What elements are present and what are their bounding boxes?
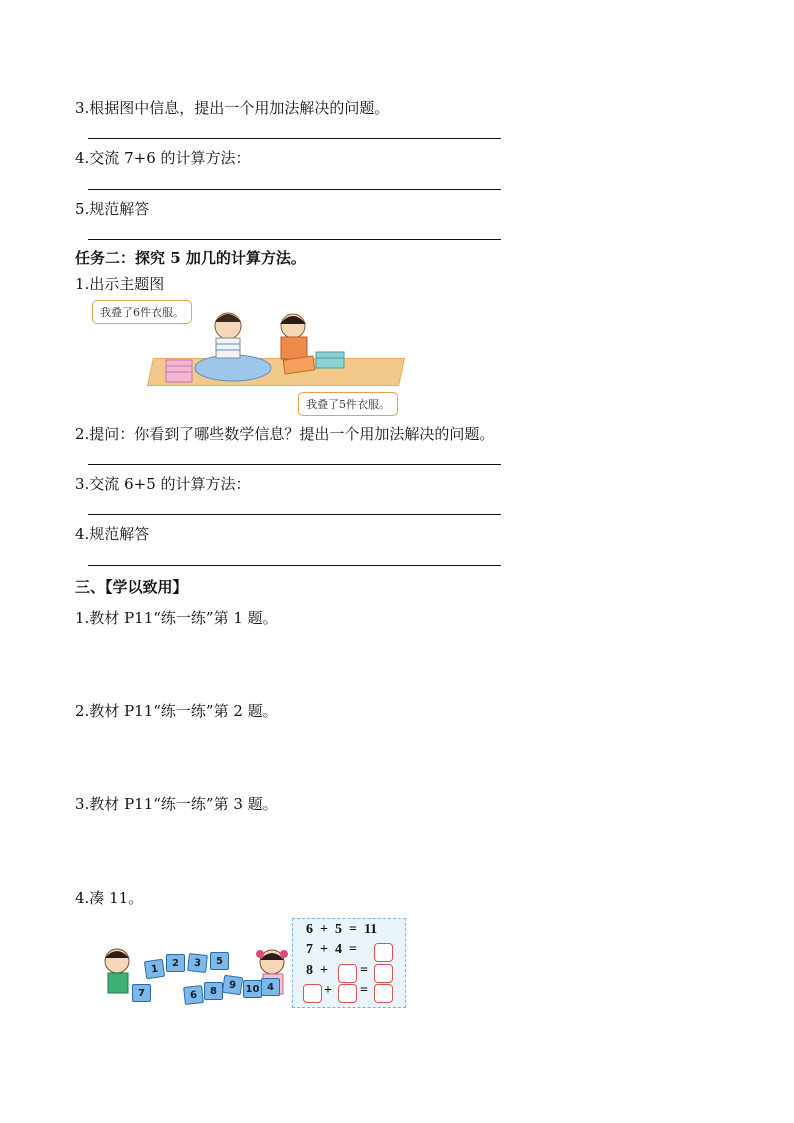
speech-bubble-girl: 我叠了5件衣服。 bbox=[298, 392, 398, 416]
task-2-question-2: 2.提问：你看到了哪些数学信息？提出一个用加法解决的问题。 bbox=[75, 425, 495, 443]
practice-question-4: 4.凑 11。 bbox=[75, 889, 144, 907]
answer-line[interactable] bbox=[88, 138, 501, 139]
equation-row-2: 7 + 4 = bbox=[306, 942, 357, 957]
answer-box[interactable] bbox=[338, 964, 357, 983]
number-card: 6 bbox=[183, 985, 204, 1005]
equation-row-4-equals: = bbox=[360, 983, 368, 998]
number-card: 4 bbox=[261, 978, 280, 996]
number-card: 3 bbox=[187, 953, 208, 973]
practice-question-3: 3.教材 P11“练一练”第 3 题。 bbox=[75, 795, 278, 813]
answer-line[interactable] bbox=[88, 565, 501, 566]
answer-box[interactable] bbox=[303, 984, 322, 1003]
equation-row-3-left: 8 + bbox=[306, 963, 328, 978]
number-card: 8 bbox=[204, 982, 223, 1000]
answer-box[interactable] bbox=[374, 964, 393, 983]
number-card: 9 bbox=[222, 975, 243, 995]
question-4-text: 4.交流 7+6 的计算方法： bbox=[75, 149, 251, 167]
answer-line[interactable] bbox=[88, 239, 501, 240]
answer-line[interactable] bbox=[88, 189, 501, 190]
number-card: 1 bbox=[144, 959, 165, 979]
speech-bubble-boy: 我叠了6件衣服。 bbox=[92, 300, 192, 324]
number-card: 10 bbox=[243, 980, 262, 998]
practice-question-1: 1.教材 P11“练一练”第 1 题。 bbox=[75, 609, 278, 627]
answer-box[interactable] bbox=[374, 984, 393, 1003]
task-2-question-3: 3.交流 6+5 的计算方法： bbox=[75, 475, 251, 493]
answer-box[interactable] bbox=[374, 943, 393, 962]
answer-box[interactable] bbox=[338, 984, 357, 1003]
section-3-heading: 三、【学以致用】 bbox=[75, 578, 188, 596]
make-11-illustration bbox=[100, 916, 410, 1016]
equation-row-4-plus: + bbox=[324, 983, 332, 998]
answer-line[interactable] bbox=[88, 514, 501, 515]
equation-row-3-equals: = bbox=[360, 963, 368, 978]
task-2-heading: 任务二：探究 5 加几的计算方法。 bbox=[75, 249, 306, 267]
task-2-question-4: 4.规范解答 bbox=[75, 525, 150, 543]
theme-illustration bbox=[88, 298, 418, 416]
question-5-text: 5.规范解答 bbox=[75, 200, 150, 218]
number-card: 5 bbox=[210, 952, 229, 970]
number-card: 2 bbox=[166, 954, 185, 972]
equation-row-1: 6 + 5 = 11 bbox=[306, 922, 378, 937]
practice-question-2: 2.教材 P11“练一练”第 2 题。 bbox=[75, 702, 278, 720]
question-3-text: 3.根据图中信息，提出一个用加法解决的问题。 bbox=[75, 99, 390, 117]
answer-line[interactable] bbox=[88, 464, 501, 465]
number-card: 7 bbox=[132, 984, 151, 1002]
task-2-question-1: 1.出示主题图 bbox=[75, 275, 165, 293]
